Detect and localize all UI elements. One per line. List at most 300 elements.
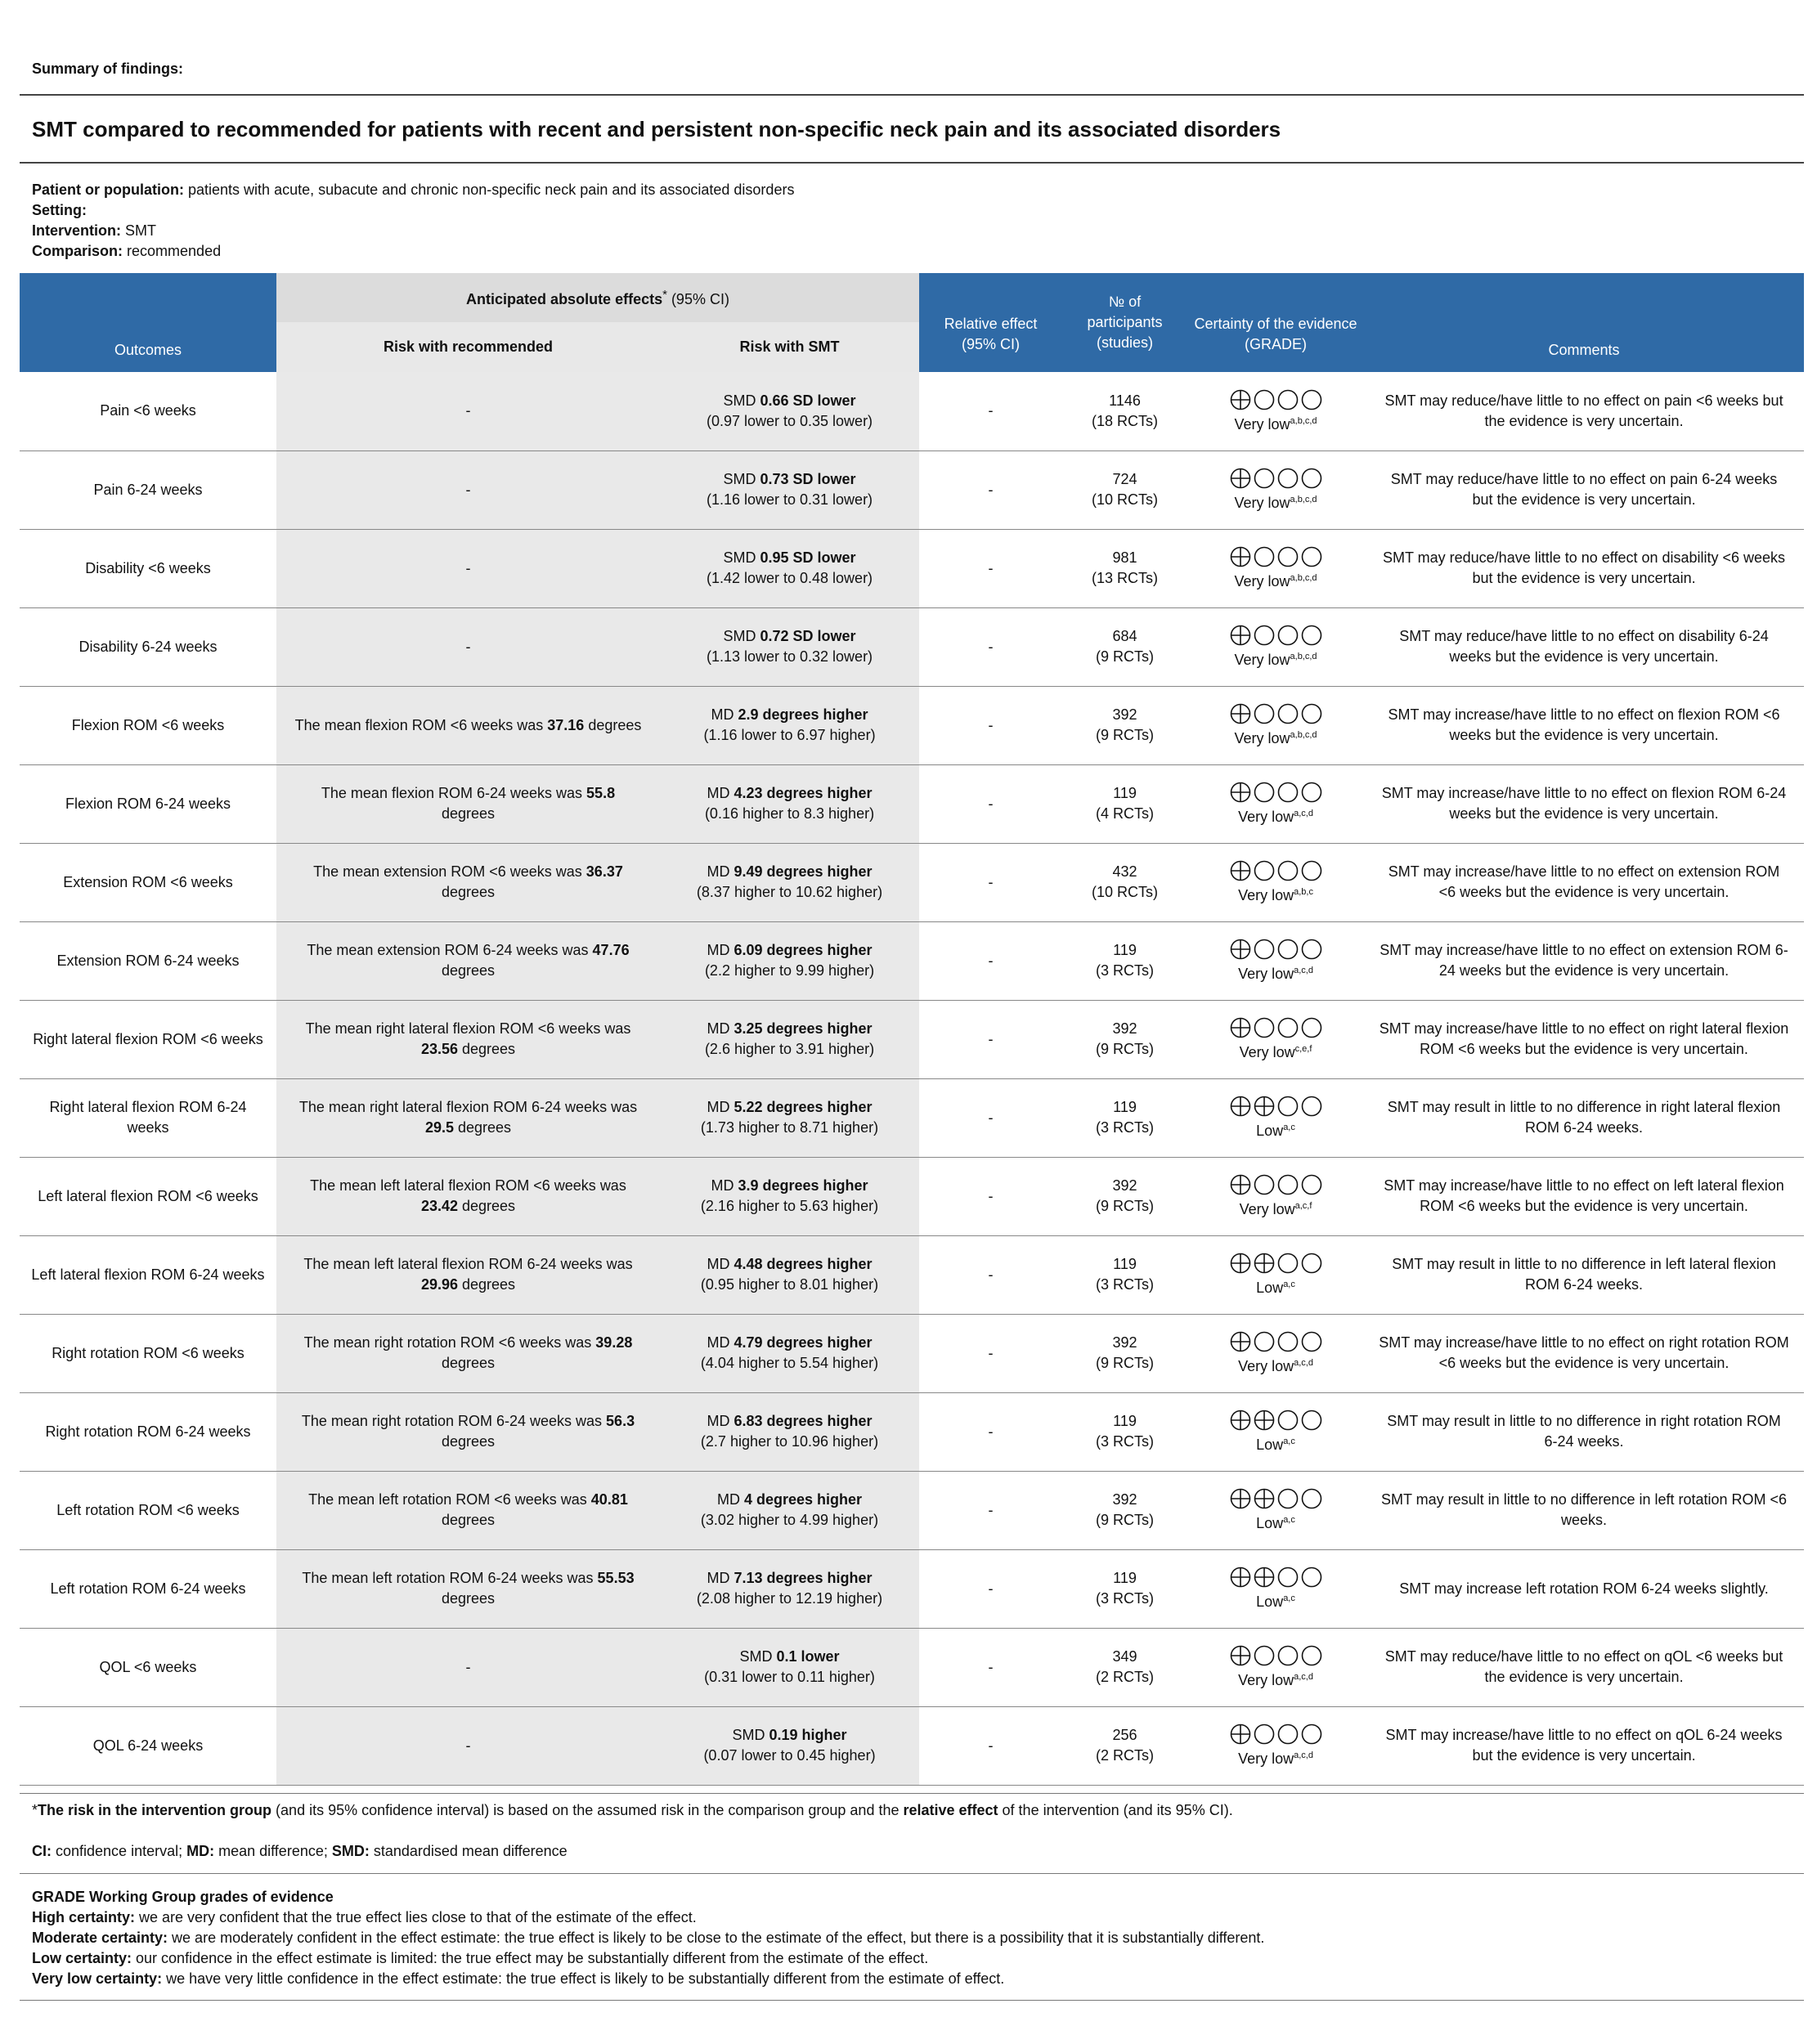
smt-estimate (666, 1490, 913, 1510)
certainty-cell (1187, 1314, 1364, 1392)
participants-count: 392 (1112, 1491, 1137, 1508)
grade-empty-circle-icon (1277, 1488, 1299, 1509)
rec-text-pre: - (465, 1658, 471, 1675)
participants-cell (1062, 529, 1187, 607)
grade-empty-circle-icon (1254, 703, 1275, 724)
grade-footnote-refs: a,c (1283, 1515, 1295, 1525)
comment-cell: SMT may increase/have little to no effect on extension ROM 6-24 weeks but the evidence is very uncertain. (1364, 921, 1804, 1000)
risk-recommended-cell (276, 450, 660, 529)
comparison-line (32, 241, 794, 262)
verylow-label: Very low certainty: (32, 1970, 163, 1987)
participants-cell (1062, 1706, 1187, 1785)
smt-measure: MD (707, 863, 734, 880)
rec-text-post: degrees (441, 884, 496, 900)
grade-label (1194, 652, 1357, 669)
participants-cell (1062, 1078, 1187, 1157)
relative-effect-cell: - (919, 450, 1062, 529)
smt-estimate (666, 1333, 913, 1353)
smt-measure: MD (707, 1334, 734, 1351)
grade-label-text: Very low (1234, 495, 1290, 511)
risk-smt-cell (660, 1000, 919, 1078)
population-line (32, 180, 794, 200)
grade-symbols (1230, 1724, 1322, 1745)
setting-line (32, 200, 794, 221)
comment-cell: SMT may increase/have little to no effect on left lateral flexion ROM <6 weeks but the evidence is very uncertain. (1364, 1157, 1804, 1235)
relative-effect-cell: - (919, 372, 1062, 450)
grade-plus-circle-icon (1230, 1096, 1251, 1117)
smt-estimate (666, 548, 913, 568)
grade-symbols (1230, 703, 1322, 724)
grade-label-text: Very low (1238, 1672, 1294, 1688)
outcome-cell: Extension ROM <6 weeks (20, 843, 276, 921)
outcome-cell: Left lateral flexion ROM 6-24 weeks (20, 1235, 276, 1314)
outcome-cell: Disability <6 weeks (20, 529, 276, 607)
grade-label (1194, 1750, 1357, 1768)
risk-recommended-cell (276, 843, 660, 921)
grade-footnote-refs: a,b,c,d (1290, 652, 1317, 661)
outcome-cell: Flexion ROM 6-24 weeks (20, 764, 276, 843)
grade-empty-circle-icon (1254, 860, 1275, 881)
participants-count: 724 (1112, 471, 1137, 487)
comment-cell: SMT may increase/have little to no effect on qOL 6-24 weeks but the evidence is very uncertain. (1364, 1706, 1804, 1785)
comment-cell: SMT may increase/have little to no effect on right lateral flexion ROM <6 weeks but the evidence is very uncertain. (1364, 1000, 1804, 1078)
comment-cell: SMT may result in little to no difference in right lateral flexion ROM 6-24 weeks. (1364, 1078, 1804, 1157)
participants-count: 392 (1112, 1177, 1137, 1194)
grade-label (1194, 1515, 1357, 1532)
grade-label (1194, 809, 1357, 826)
table-row (20, 1549, 1804, 1628)
smt-ci: (2.16 higher to 5.63 higher) (700, 1198, 879, 1214)
md-label: MD: (186, 1843, 215, 1859)
smt-ci: (1.16 lower to 6.97 higher) (703, 727, 876, 743)
anticipated-bold: Anticipated absolute effects (466, 290, 663, 307)
setting-label: Setting: (32, 202, 87, 218)
grade-empty-circle-icon (1254, 1724, 1275, 1745)
grade-footnote-refs: a,b,c (1294, 887, 1313, 897)
participants-count: 256 (1112, 1727, 1137, 1743)
comment-cell: SMT may increase/have little to no effect on flexion ROM 6-24 weeks but the evidence is very uncertain. (1364, 764, 1804, 843)
grade-label-text: Very low (1234, 652, 1290, 668)
rec-value: 47.76 (592, 942, 630, 958)
col-certainty (1187, 273, 1364, 372)
grade-symbols (1230, 782, 1322, 803)
risk-recommended-cell (276, 607, 660, 686)
grade-empty-circle-icon (1301, 1567, 1322, 1588)
grade-plus-circle-icon (1254, 1488, 1275, 1509)
grade-label-text: Very low (1234, 730, 1290, 746)
smt-ci: (0.97 lower to 0.35 lower) (706, 412, 873, 429)
smt-measure: MD (707, 942, 734, 958)
participants-cell (1062, 1471, 1187, 1549)
studies-count: (2 RCTs) (1096, 1669, 1155, 1685)
smt-effect: 4.79 degrees higher (734, 1334, 873, 1351)
grade-plus-circle-icon (1230, 1724, 1251, 1745)
relative-effect-cell: - (919, 1235, 1062, 1314)
smt-estimate (666, 1411, 913, 1432)
smt-measure: MD (711, 1177, 738, 1194)
grade-label (1194, 966, 1357, 983)
divider (20, 1793, 1804, 1794)
participants-cell (1062, 1157, 1187, 1235)
smt-estimate (666, 391, 913, 411)
grade-empty-circle-icon (1301, 625, 1322, 646)
grade-label-text: Very low (1234, 415, 1290, 433)
rec-value: 23.42 (420, 1198, 458, 1214)
grade-footnote-refs: a,c,d (1294, 1750, 1313, 1760)
risk-smt-cell (660, 450, 919, 529)
population-value: patients with acute, subacute and chronic non-specific neck pain and its associated disorders (188, 182, 795, 198)
grade-empty-circle-icon (1277, 546, 1299, 567)
certainty-cell (1187, 1549, 1364, 1628)
smt-measure: MD (707, 1099, 734, 1115)
grade-symbols (1230, 1410, 1322, 1431)
risk-recommended-cell (276, 921, 660, 1000)
smt-measure: MD (716, 1491, 744, 1508)
rec-text-pre: - (465, 1737, 471, 1754)
smt-ci: (8.37 higher to 10.62 higher) (696, 884, 883, 900)
grade-label (1194, 416, 1357, 433)
certainty-cell (1187, 1157, 1364, 1235)
relative-effect-cell: - (919, 529, 1062, 607)
col-risk-recommended: Risk with recommended (276, 322, 660, 372)
rec-text-pre: The mean flexion ROM <6 weeks was (294, 716, 548, 733)
certainty-cell (1187, 1000, 1364, 1078)
participants-cell (1062, 450, 1187, 529)
relative-effect-cell: - (919, 686, 1062, 764)
smt-estimate (666, 940, 913, 961)
table-row (20, 1706, 1804, 1785)
smt-ci: (2.2 higher to 9.99 higher) (704, 962, 875, 979)
participants-count: 392 (1112, 1020, 1137, 1037)
rec-text-post: degrees (441, 1355, 496, 1371)
smt-ci: (0.16 higher to 8.3 higher) (704, 805, 875, 822)
grade-symbols (1230, 468, 1322, 489)
rec-text-post: degrees (457, 1276, 516, 1293)
comparison-value: recommended (127, 243, 222, 259)
grade-empty-circle-icon (1301, 1096, 1322, 1117)
studies-count: (9 RCTs) (1096, 727, 1155, 743)
smd-text: standardised mean difference (369, 1843, 568, 1859)
grade-symbols (1230, 860, 1322, 881)
grade-symbols (1230, 1645, 1322, 1666)
certainty-cell (1187, 450, 1364, 529)
studies-count: (3 RCTs) (1096, 962, 1155, 979)
risk-recommended-cell (276, 1549, 660, 1628)
risk-smt-cell (660, 686, 919, 764)
certainty-cell (1187, 1706, 1364, 1785)
risk-recommended-cell (276, 1392, 660, 1471)
divider (20, 162, 1804, 164)
smt-estimate (666, 1176, 913, 1196)
smt-effect: 0.73 SD lower (760, 471, 856, 487)
comment-cell: SMT may increase/have little to no effect on right rotation ROM <6 weeks but the evidence is very uncertain. (1364, 1314, 1804, 1392)
certainty-cell (1187, 843, 1364, 921)
col-participants (1062, 273, 1187, 372)
studies-count: (4 RCTs) (1096, 805, 1155, 822)
grade-label (1194, 495, 1357, 512)
rec-text-post: degrees (453, 1119, 512, 1136)
smt-estimate (666, 705, 913, 725)
rec-text-pre: The mean left rotation ROM 6-24 weeks was (302, 1570, 598, 1586)
grade-footnote-refs: a,c,f (1294, 1201, 1312, 1211)
rec-text-post: degrees (584, 716, 642, 733)
participants-count: 392 (1112, 706, 1137, 723)
participants-cell (1062, 1392, 1187, 1471)
moderate-label: Moderate certainty: (32, 1930, 168, 1946)
table-body (20, 372, 1804, 1785)
rec-text-post: degrees (441, 962, 496, 979)
relative-effect-cell: - (919, 607, 1062, 686)
grade-symbols (1230, 1017, 1322, 1038)
risk-recommended-cell (276, 686, 660, 764)
grade-empty-circle-icon (1254, 625, 1275, 646)
outcome-cell: Left rotation ROM 6-24 weeks (20, 1549, 276, 1628)
rec-text-pre: - (465, 638, 471, 655)
population-label: Patient or population: (32, 182, 184, 198)
grade-label (1194, 1280, 1357, 1297)
studies-count: (9 RCTs) (1096, 1355, 1155, 1371)
rec-value: 37.16 (547, 716, 585, 733)
certainty-cell (1187, 764, 1364, 843)
low-text: our confidence in the effect estimate is limited: the true effect may be substantially different from the estimate of the effect. (132, 1950, 929, 1966)
smt-measure: MD (707, 1020, 734, 1037)
grade-title: GRADE Working Group grades of evidence (32, 1889, 334, 1905)
grade-plus-circle-icon (1230, 939, 1251, 960)
relative-effect-cell: - (919, 1078, 1062, 1157)
meta-block (32, 180, 794, 262)
col-anticipated (276, 273, 919, 322)
divider (20, 94, 1804, 96)
smt-measure: SMD (723, 628, 760, 644)
participants-count: 119 (1113, 942, 1137, 958)
grade-footnote-refs: a,b,c,d (1290, 495, 1317, 504)
risk-recommended-cell (276, 1078, 660, 1157)
grade-label-text: Very low (1238, 809, 1294, 825)
smt-measure: MD (707, 1256, 734, 1272)
grade-plus-circle-icon (1230, 1567, 1251, 1588)
smt-effect: 0.1 lower (776, 1648, 840, 1665)
table-row (20, 1314, 1804, 1392)
certainty-cell (1187, 1235, 1364, 1314)
divider (20, 2000, 1804, 2001)
risk-recommended-cell (276, 1628, 660, 1706)
participants-count: 119 (1113, 1570, 1137, 1586)
smt-estimate (666, 1647, 913, 1667)
rec-text-pre: The mean right lateral flexion ROM 6-24 weeks was (298, 1099, 638, 1115)
rec-value: 55.8 (586, 785, 616, 801)
smt-ci: (0.31 lower to 0.11 higher) (704, 1669, 875, 1685)
grade-label-text: Low (1256, 1437, 1284, 1453)
grade-empty-circle-icon (1277, 1096, 1299, 1117)
grade-plus-circle-icon (1230, 625, 1251, 646)
high-label: High certainty: (32, 1909, 136, 1925)
smt-ci: (1.16 lower to 0.31 lower) (706, 491, 873, 508)
grade-empty-circle-icon (1277, 1253, 1299, 1274)
high-text: we are very confident that the true effect lies close to that of the estimate of the effect. (135, 1909, 697, 1925)
grade-empty-circle-icon (1254, 1017, 1275, 1038)
grade-empty-circle-icon (1301, 1331, 1322, 1352)
grade-empty-circle-icon (1301, 860, 1322, 881)
grade-label (1194, 1594, 1357, 1611)
relative-effect-cell: - (919, 1000, 1062, 1078)
smt-estimate (666, 1019, 913, 1039)
participants-cell (1062, 607, 1187, 686)
grade-plus-circle-icon (1230, 1410, 1251, 1431)
smt-effect: 4.23 degrees higher (734, 785, 873, 801)
outcome-cell: Left rotation ROM <6 weeks (20, 1471, 276, 1549)
smt-effect: 2.9 degrees higher (738, 706, 868, 723)
grade-plus-circle-icon (1254, 1096, 1275, 1117)
grade-symbols (1230, 1331, 1322, 1352)
risk-star: * (32, 1802, 38, 1818)
grade-plus-circle-icon (1230, 468, 1251, 489)
grade-label-text: Very low (1238, 1750, 1294, 1767)
rec-text-pre: The mean right rotation ROM <6 weeks was (303, 1334, 596, 1351)
rec-value: 40.81 (590, 1491, 628, 1508)
outcome-cell: Left lateral flexion ROM <6 weeks (20, 1157, 276, 1235)
certainty-cell (1187, 1471, 1364, 1549)
smt-measure: MD (707, 1570, 734, 1586)
certainty-cell (1187, 529, 1364, 607)
relative-effect-cell: - (919, 764, 1062, 843)
risk-smt-cell (660, 843, 919, 921)
certainty-cell (1187, 372, 1364, 450)
relative-header-text: Relative effect (95% CI) (944, 315, 1038, 352)
smt-estimate (666, 626, 913, 647)
grade-empty-circle-icon (1301, 703, 1322, 724)
smt-effect: 6.09 degrees higher (734, 942, 873, 958)
smt-estimate (666, 783, 913, 804)
participants-count: 119 (1113, 785, 1137, 801)
anticipated-rest: (95% CI) (666, 290, 729, 307)
rec-value: 36.37 (585, 863, 623, 880)
grade-empty-circle-icon (1301, 1174, 1322, 1195)
anticipated-sup: * (662, 287, 667, 302)
grade-label-text: Very low (1234, 573, 1290, 589)
comment-cell: SMT may reduce/have little to no effect on disability 6-24 weeks but the evidence is very uncertain. (1364, 607, 1804, 686)
table-row (20, 1157, 1804, 1235)
smt-effect: 0.66 SD lower (760, 392, 856, 409)
smt-estimate (666, 1725, 913, 1746)
certainty-cell (1187, 686, 1364, 764)
smt-measure: MD (711, 706, 738, 723)
comment-cell: SMT may result in little to no difference in left rotation ROM <6 weeks. (1364, 1471, 1804, 1549)
participants-cell (1062, 843, 1187, 921)
risk-smt-cell (660, 921, 919, 1000)
grade-empty-circle-icon (1301, 782, 1322, 803)
grade-label-text: Very low (1238, 1358, 1294, 1374)
risk-smt-cell (660, 1549, 919, 1628)
smt-ci: (3.02 higher to 4.99 higher) (700, 1512, 879, 1528)
risk-recommended-cell (276, 1706, 660, 1785)
grade-footnote-refs: a,c (1283, 1437, 1295, 1446)
grade-plus-circle-icon (1230, 1174, 1251, 1195)
table-row (20, 686, 1804, 764)
smt-effect: 4 degrees higher (743, 1491, 863, 1508)
risk-recommended-cell (276, 1157, 660, 1235)
grade-empty-circle-icon (1301, 939, 1322, 960)
comment-cell: SMT may reduce/have little to no effect on qOL <6 weeks but the evidence is very uncertain. (1364, 1628, 1804, 1706)
smt-effect: 3.25 degrees higher (734, 1020, 873, 1037)
relative-effect-cell: - (919, 1471, 1062, 1549)
participants-count: 119 (1113, 1256, 1137, 1272)
rec-text-pre: The mean left lateral flexion ROM <6 weeks was (310, 1177, 626, 1194)
rec-value: 56.3 (606, 1413, 635, 1429)
grade-empty-circle-icon (1277, 782, 1299, 803)
grade-empty-circle-icon (1277, 468, 1299, 489)
grade-plus-circle-icon (1230, 1331, 1251, 1352)
doc-label: Summary of findings: (32, 61, 184, 77)
divider (20, 1873, 1804, 1874)
risk-recommended-cell (276, 1000, 660, 1078)
grade-label-text: Low (1256, 1123, 1284, 1139)
intervention-line (32, 221, 794, 241)
risk-smt-cell (660, 1471, 919, 1549)
participants-count: 119 (1113, 1099, 1137, 1115)
grade-label-text: Low (1256, 1594, 1284, 1610)
grade-footnote-refs: a,c,d (1294, 966, 1313, 975)
outcome-cell: Right rotation ROM <6 weeks (20, 1314, 276, 1392)
risk-recommended-cell (276, 529, 660, 607)
grade-empty-circle-icon (1277, 1331, 1299, 1352)
smt-estimate (666, 862, 913, 882)
grade-footnote-refs: a,c,d (1294, 809, 1313, 818)
grade-empty-circle-icon (1277, 1645, 1299, 1666)
smt-estimate (666, 1568, 913, 1589)
participants-cell (1062, 1235, 1187, 1314)
participants-count: 119 (1113, 1413, 1137, 1429)
smt-ci: (4.04 higher to 5.54 higher) (700, 1355, 879, 1371)
relative-effect-cell: - (919, 1392, 1062, 1471)
table-row (20, 529, 1804, 607)
intervention-label: Intervention: (32, 222, 122, 239)
certainty-cell (1187, 1392, 1364, 1471)
grade-empty-circle-icon (1277, 860, 1299, 881)
studies-count: (3 RCTs) (1096, 1119, 1155, 1136)
col-outcomes: Outcomes (20, 273, 276, 372)
rec-value: 39.28 (595, 1334, 633, 1351)
grade-label-text: Low (1256, 1515, 1284, 1531)
grade-plus-circle-icon (1230, 1253, 1251, 1274)
outcome-cell: Extension ROM 6-24 weeks (20, 921, 276, 1000)
certainty-cell (1187, 1078, 1364, 1157)
table-row (20, 1628, 1804, 1706)
participants-cell (1062, 921, 1187, 1000)
smt-estimate (666, 469, 913, 490)
smt-effect: 0.19 higher (769, 1727, 847, 1743)
smt-ci: (2.08 higher to 12.19 higher) (696, 1590, 883, 1607)
grade-empty-circle-icon (1277, 703, 1299, 724)
smt-effect: 5.22 degrees higher (734, 1099, 873, 1115)
studies-count: (3 RCTs) (1096, 1590, 1155, 1607)
smt-ci: (1.73 higher to 8.71 higher) (700, 1119, 879, 1136)
relative-effect-cell: - (919, 1549, 1062, 1628)
risk-recommended-cell (276, 1235, 660, 1314)
smt-effect: 9.49 degrees higher (734, 863, 873, 880)
grade-empty-circle-icon (1301, 1645, 1322, 1666)
participants-cell (1062, 1628, 1187, 1706)
rec-text-pre: - (465, 481, 471, 498)
grade-empty-circle-icon (1254, 468, 1275, 489)
participants-count: 981 (1112, 549, 1137, 566)
grade-footnote-refs: a,c (1283, 1594, 1295, 1603)
participants-cell (1062, 686, 1187, 764)
md-text: mean difference; (214, 1843, 332, 1859)
grade-symbols (1230, 625, 1322, 646)
table-row (20, 1392, 1804, 1471)
smt-ci: (0.07 lower to 0.45 higher) (703, 1747, 876, 1764)
grade-empty-circle-icon (1277, 1174, 1299, 1195)
